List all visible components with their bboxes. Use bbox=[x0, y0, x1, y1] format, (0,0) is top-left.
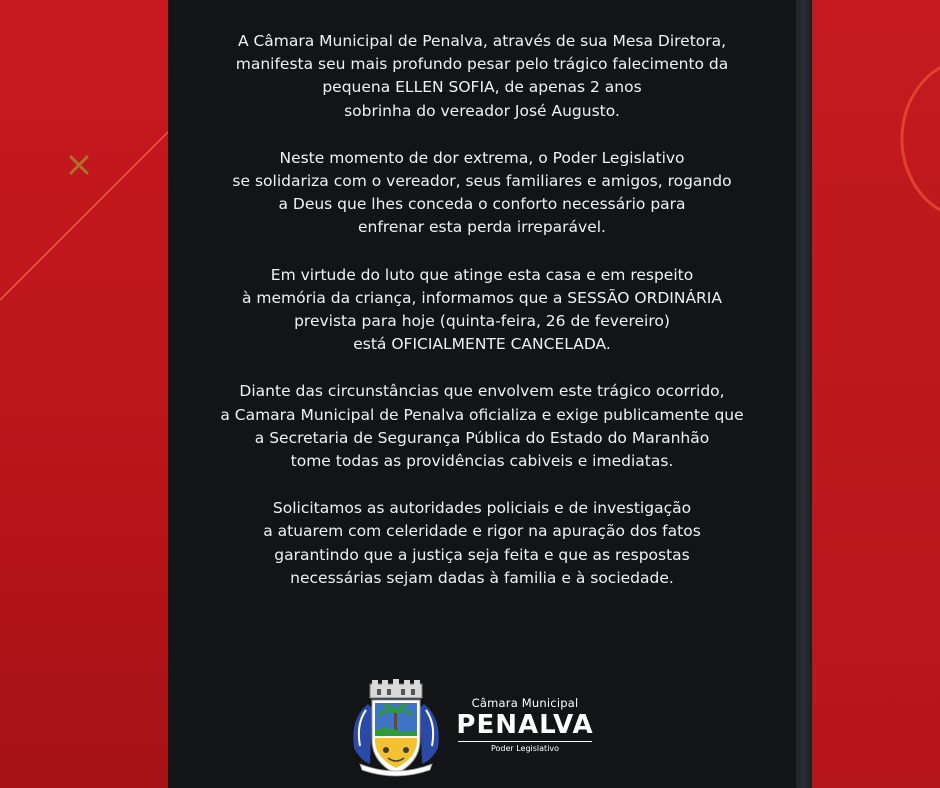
notice-line: está OFICIALMENTE CANCELADA. bbox=[353, 335, 611, 354]
notice-line: tome todas as providências cabiveis e imediatas. bbox=[290, 452, 674, 471]
notice-line: pequena ELLEN SOFIA, de apenas 2 anos bbox=[322, 78, 642, 97]
notice-line: a Deus que lhes conceda o conforto necessário para bbox=[278, 195, 686, 214]
logo-divider bbox=[458, 741, 592, 742]
notice-line: necessárias sejam dadas à familia e à sociedade. bbox=[290, 568, 674, 587]
panel-edge bbox=[796, 0, 812, 788]
logo-subtitle: Câmara Municipal bbox=[471, 696, 579, 710]
notice-line: enfrenar esta perda irreparável. bbox=[358, 218, 606, 237]
notice-line: A Câmara Municipal de Penalva, através de sua Mesa Diretora, bbox=[237, 32, 727, 50]
notice-line: Solicitamos as autoridades policiais e de investigação bbox=[272, 499, 692, 518]
notice-paragraph bbox=[168, 30, 796, 123]
notice-line: a Secretaria de Segurança Pública do Estado do Maranhão bbox=[254, 428, 710, 447]
notice-line: garantindo que a justiça seja feita e que as respostas bbox=[274, 545, 690, 564]
notice-paragraph bbox=[168, 147, 796, 240]
notice-line: a atuarem com celeridade e rigor na apuração dos fatos bbox=[263, 522, 701, 541]
logo-text bbox=[450, 696, 600, 754]
notice-line: prevista para hoje (quinta-feira, 26 de fevereiro) bbox=[294, 312, 670, 331]
notice-line: Em virtude do luto que atinge esta casa e em respeito bbox=[270, 265, 694, 284]
notice-line: manifesta seu mais profundo pesar pelo trágico falecimento da bbox=[235, 55, 729, 74]
camara-logo bbox=[346, 678, 606, 778]
notice-line: Diante das circunstâncias que envolvem este trágico ocorrido, bbox=[239, 382, 725, 401]
logo-name: PENALVA bbox=[456, 710, 594, 740]
municipal-crest-icon bbox=[346, 678, 446, 778]
x-mark-icon bbox=[64, 150, 94, 180]
notice-paragraph bbox=[168, 380, 796, 473]
logo-tagline: Poder Legislativo bbox=[490, 744, 560, 753]
notice-text bbox=[168, 30, 796, 614]
notice-paragraph bbox=[168, 264, 796, 357]
notice-line: a Camara Municipal de Penalva oficializa e exige publicamente que bbox=[220, 405, 744, 424]
notice-line: à memória da criança, informamos que a SESSÃO ORDINÁRIA bbox=[242, 288, 722, 307]
notice-paragraph bbox=[168, 497, 796, 590]
circle-arc-icon bbox=[900, 60, 940, 220]
notice-line: Neste momento de dor extrema, o Poder Legislativo bbox=[279, 148, 685, 167]
notice-line: se solidariza com o vereador, seus familiares e amigos, rogando bbox=[232, 172, 732, 191]
notice-line: sobrinha do vereador José Augusto. bbox=[344, 101, 620, 120]
